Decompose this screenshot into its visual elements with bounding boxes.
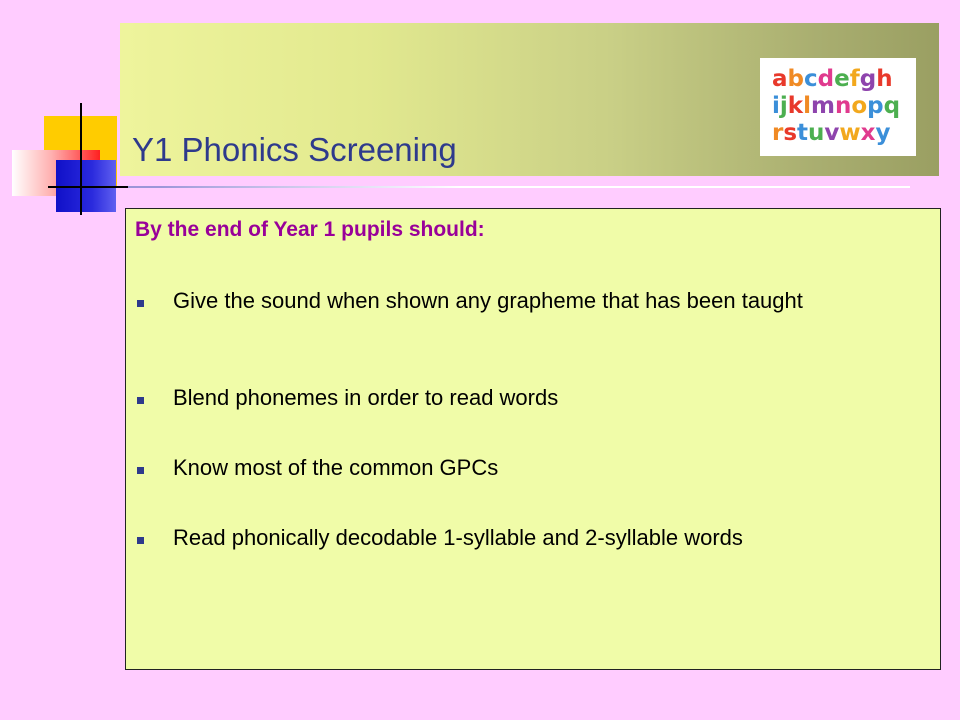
decorative-vertical-line — [80, 103, 82, 215]
bullet-text: Read phonically decodable 1-syllable and 2-syllable words — [173, 525, 743, 550]
content-heading: By the end of Year 1 pupils should: — [135, 218, 485, 241]
svg-text:abcdefgh: abcdefgh — [772, 66, 893, 92]
svg-text:ijklmnopq: ijklmnopq — [772, 93, 901, 119]
title-underline-highlight — [160, 186, 910, 188]
bullet-marker-icon — [137, 467, 144, 474]
bullet-text: Know most of the common GPCs — [173, 455, 499, 480]
content-box — [125, 208, 941, 670]
bullet-marker-icon — [137, 300, 144, 307]
bullet-marker-icon — [137, 537, 144, 544]
bullet-marker-icon — [137, 397, 144, 404]
bullet-item — [135, 384, 925, 412]
bullet-item — [135, 524, 925, 552]
bullet-item — [135, 454, 925, 482]
bullet-text: Give the sound when shown any grapheme that has been taught — [173, 288, 803, 313]
bullet-item — [135, 287, 925, 315]
svg-text:rstuvwxy: rstuvwxy — [772, 120, 891, 146]
alphabet-logo — [760, 58, 916, 156]
bullet-text: Blend phonemes in order to read words — [173, 385, 559, 410]
slide-title: Y1 Phonics Screening — [132, 131, 457, 168]
